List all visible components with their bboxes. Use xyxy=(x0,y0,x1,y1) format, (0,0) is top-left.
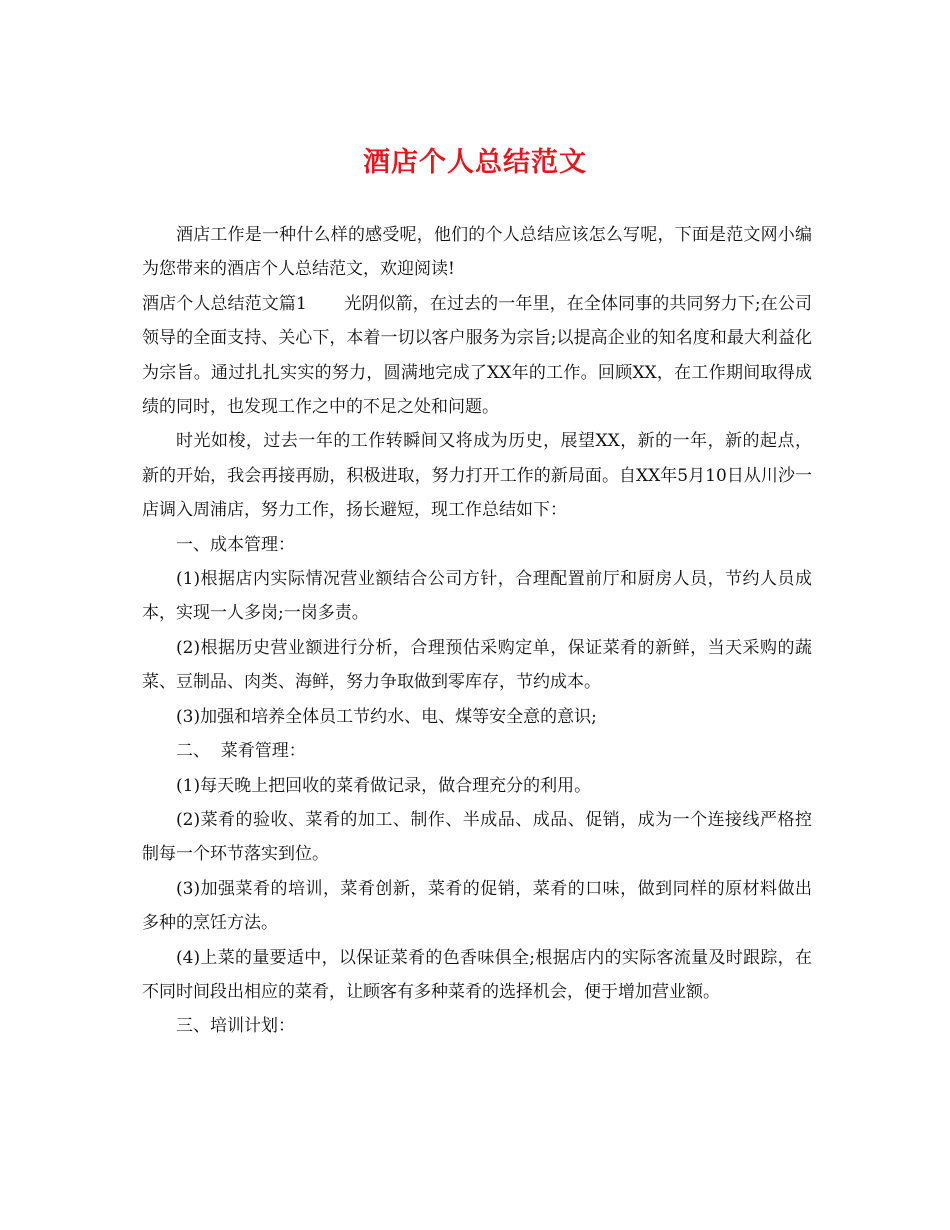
page-title: 酒店个人总结范文 xyxy=(363,147,587,178)
list-item: (1)每天晚上把回收的菜肴做记录，做合理充分的利用。 xyxy=(176,775,592,796)
list-item: (3)加强和培养全体员工节约水、电、煤等安全意的意识; xyxy=(176,706,597,727)
section-heading: 一、成本管理： xyxy=(176,534,295,555)
article-paragraph xyxy=(142,287,812,425)
article-heading: 酒店个人总结范文篇1 xyxy=(142,293,307,314)
section-heading: 三、培训计划： xyxy=(176,1016,295,1037)
list-item: (2)菜肴的验收、菜肴的加工、制作、半成品、成品、促销，成为一个连接线严格控制每一个环节落实到位。 xyxy=(142,809,812,865)
list-item: (3)加强菜肴的培训，菜肴创新，菜肴的促销，菜肴的口味，做到同样的原材料做出多种的烹饪方法。 xyxy=(142,878,812,934)
list-item: (4)上菜的量要适中，以保证菜肴的色香味俱全;根据店内的实际客流量及时跟踪，在不同时间段出相应的菜肴，让顾客有多种菜肴的选择机会，便于增加营业额。 xyxy=(142,947,812,1002)
section-heading: 二、 菜肴管理： xyxy=(176,741,306,762)
intro-paragraph: 酒店工作是一种什么样的感受呢，他们的个人总结应该怎么写呢，下面是范文网小编为您带来的酒店个人总结范文，欢迎阅读! xyxy=(142,225,812,280)
document-body xyxy=(142,218,812,1044)
body-paragraph: 时光如梭，过去一年的工作转瞬间又将成为历史，展望XX，新的一年，新的起点，新的开始，我会再接再励，积极进取，努力打开工作的新局面。自XX年5月10日从川沙一店调入周浦店，努力工作，扬长避短，现工作总结如下： xyxy=(142,431,812,521)
list-item: (1)根据店内实际情况营业额结合公司方针，合理配置前厅和厨房人员，节约人员成本，实现一人多岗;一岗多责。 xyxy=(142,569,812,624)
list-item: (2)根据历史营业额进行分析，合理预估采购定单，保证菜肴的新鲜，当天采购的蔬菜、豆制品、肉类、海鲜，努力争取做到零库存，节约成本。 xyxy=(142,637,812,693)
article-paragraph-text: 光阴似箭，在过去的一年里，在全体同事的共同努力下;在公司领导的全面支持、关心下，本着一切以客户服务为宗旨;以提高企业的知名度和最大利益化为宗旨。通过扎扎实实的努力，圆满地完成了XX年的工作。回顾XX，在工作期间取得成绩的同时，也发现工作之中的不足之处和问题。 xyxy=(142,293,812,418)
